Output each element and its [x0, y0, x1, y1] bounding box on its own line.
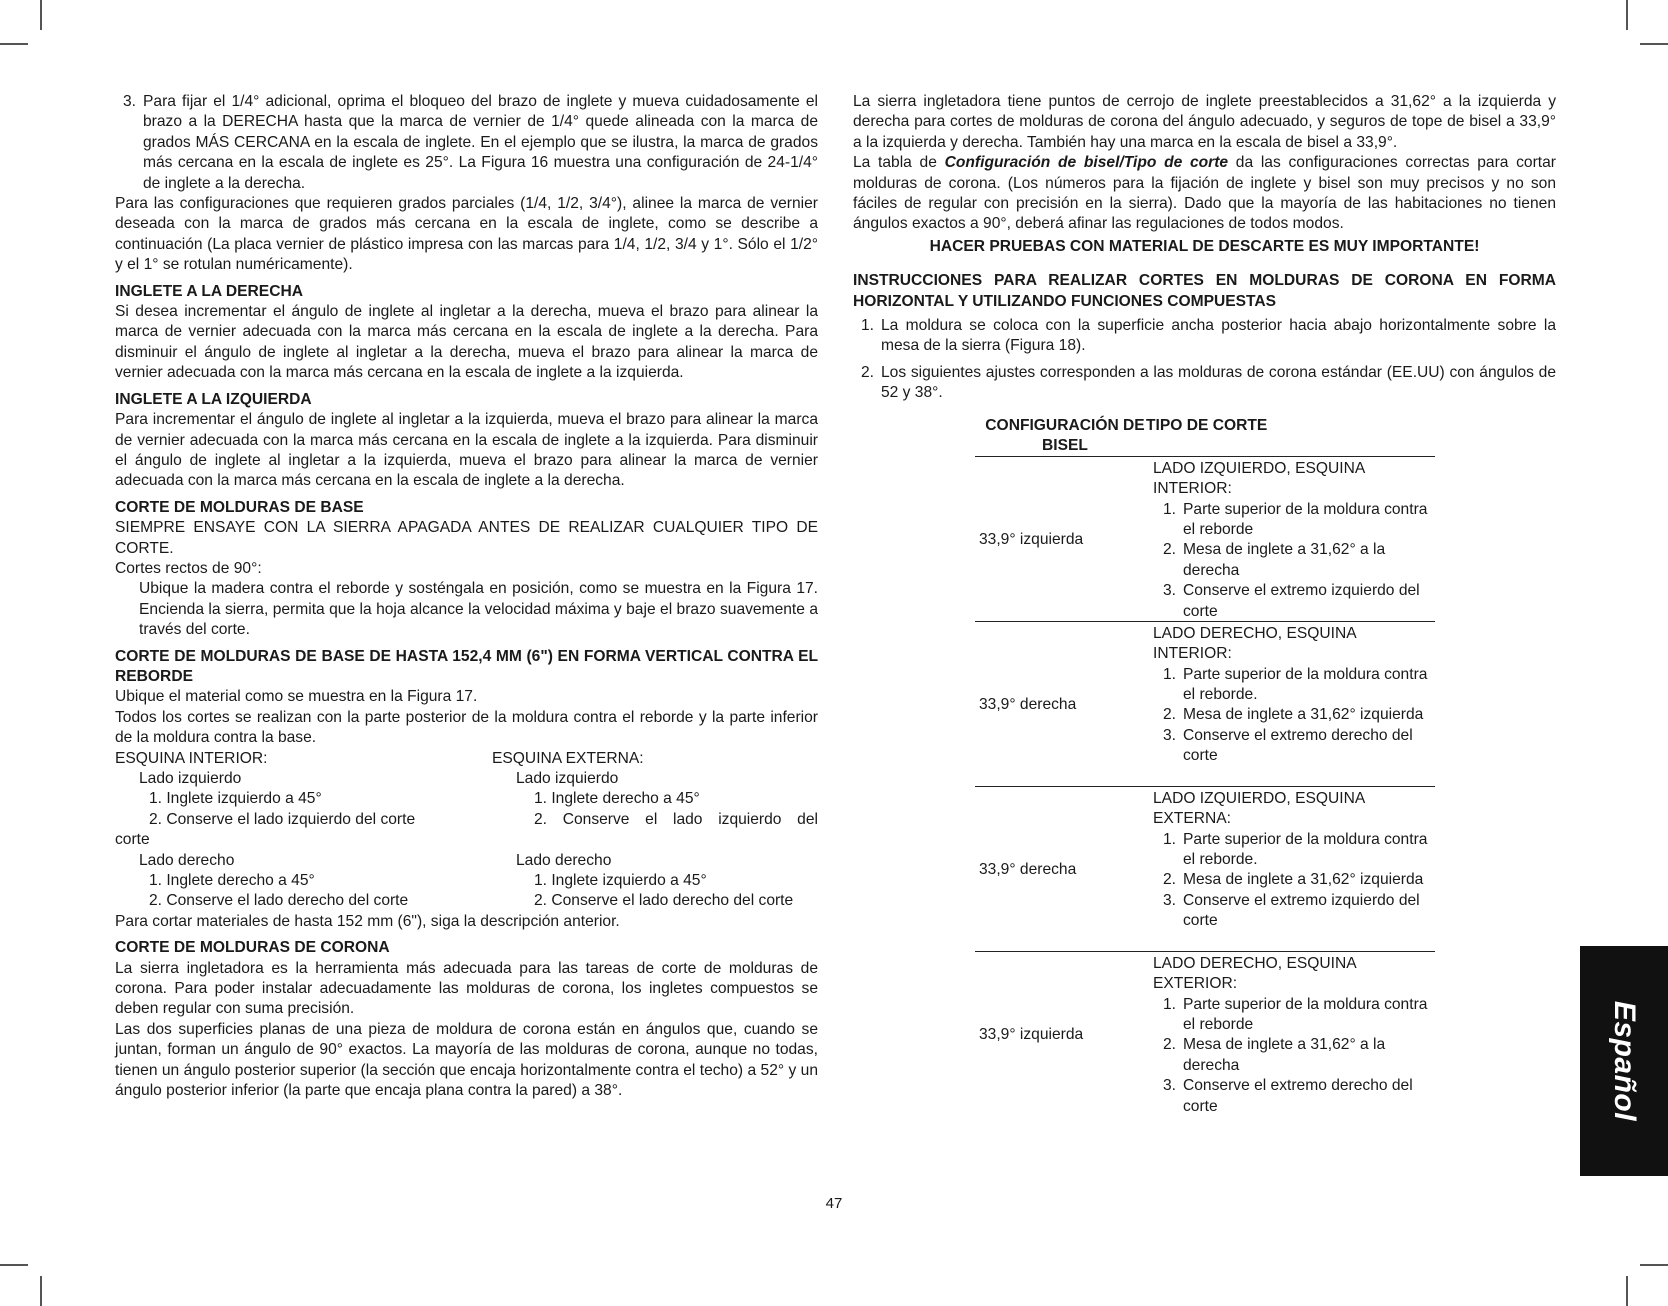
left-column [115, 92, 818, 1102]
crop-mark [0, 1264, 28, 1266]
cut-type-cell [1153, 624, 1433, 767]
crop-mark [1640, 1264, 1668, 1266]
inside-left-step-2-wrap: corte [115, 831, 150, 849]
cut-type-title: LADO IZQUIERDO, ESQUINA EXTERNA: [1153, 789, 1365, 828]
cut-step: 3. Conserve el extremo derecho del corte [1163, 1077, 1413, 1115]
cut-step: 1. Parte superior de la moldura contra el reborde. [1163, 665, 1428, 703]
cut-step: 3. Conserve el extremo izquierdo del corte [1163, 582, 1420, 620]
instruction-1 [853, 316, 1556, 357]
bevel-cut-table [975, 416, 1435, 1116]
crop-mark [1640, 43, 1668, 45]
cut-type-cell [1153, 954, 1433, 1117]
section-heading-crown-instructions: INSTRUCCIONES PARA REALIZAR CORTES EN MOLDURAS DE CORONA EN FORMA HORIZONTAL Y UTILIZANDO FUNCIONES COMPUESTAS [853, 272, 1556, 310]
up-to-152-text: Para cortar materiales de hasta 152 mm (6"), siga la descripción anterior. [115, 912, 620, 930]
straight-cuts-text: Ubique la madera contra el reborde y sosténgala en posición, como se muestra en la Figura 17. Encienda la sierra, permita que la hoja alcance la velocidad máxima y baje el brazo suavemente a través del corte. [139, 580, 818, 639]
crop-mark [1626, 0, 1628, 30]
instruction-number: 1. [861, 317, 875, 335]
cut-step: 2. Mesa de inglete a 31,62° a la derecha [1163, 1036, 1386, 1074]
miter-left-text: Para incrementar el ángulo de inglete al ingletar a la izquierda, mueva el brazo para alinear la marca de vernier adecuada con la marca más cercana en la escala de inglete a la izquierda. Para disminuir el ángulo de inglete al ingletar a la izquierda, mueva el brazo para alinear la marca de vernier adecuada con la marca más cercana en la escala de inglete a la derecha. [115, 411, 818, 490]
cut-step: 1. Parte superior de la moldura contra el reborde [1163, 995, 1428, 1033]
straight-cuts-label: Cortes rectos de 90°: [115, 559, 262, 577]
crop-mark [1626, 1276, 1628, 1306]
instruction-2 [853, 363, 1556, 404]
crown-text-1: La sierra ingletadora es la herramienta más adecuada para las tareas de corte de molduras de corona. Para poder instalar adecuadamente las molduras de corona, los ingletes compuestos se deben regular con suma precisión. [115, 959, 818, 1018]
partial-degrees-paragraph: Para las configuraciones que requieren grados parciales (1/4, 1/2, 3/4°), alinee la marca de vernier deseada con la marca de grados más cercana en la escala de inglete, como se describe a continuación (La placa vernier de plástico impresa con las marcas para 1/4, 1/2, 3/4 y 1°. Sólo el 1/2° y el 1° se rotulan numéricamente). [115, 195, 818, 274]
bevel-setting-cell: 33,9° izquierda [979, 530, 1084, 548]
table-row [975, 456, 1435, 621]
corner-instructions [115, 749, 818, 912]
section-heading-crown-molding: CORTE DE MOLDURAS DE CORONA [115, 939, 390, 957]
crown-text-2: Las dos superficies planas de una pieza de moldura de corona están en ángulos que, cuando se juntan, forman un ángulo de 90° exactos. La mayoría de las molduras de corona, aunque no todas, tienen un ángulo posterior superior (la sección que encaja horizontalmente contra el techo) a 52° y un ángulo posterior inferior (la parte que encaja plana contra la pared) a 38°. [115, 1020, 818, 1100]
outside-corner [492, 749, 818, 912]
section-heading-miter-left: INGLETE A LA IZQUIERDA [115, 390, 312, 408]
header-bevel-setting: CONFIGURACIÓN DE BISEL [985, 416, 1145, 455]
table-row [975, 951, 1435, 1116]
step-text: Para fijar el 1/4° adicional, oprima el bloqueo del brazo de inglete y mueva cuidadosamente el brazo a la DERECHA hasta que la marca de vernier de 1/4° quede alineada con la marca de grados MÁS CERCANA en la escala de inglete. En el ejemplo que se ilustra, la marca de grados más cercana en la escala de inglete es 25°. La Figura 16 muestra una configuración de 24-1/4° de inglete a la derecha. [143, 93, 818, 192]
table-row [975, 621, 1435, 786]
outside-left-side: Lado izquierdo [516, 770, 619, 787]
cut-step: 2. Mesa de inglete a 31,62° a la derecha [1163, 541, 1386, 579]
important-notice: HACER PRUEBAS CON MATERIAL DE DESCARTE ES MUY IMPORTANTE! [929, 237, 1480, 255]
instruction-text: La moldura se coloca con la superficie ancha posterior hacia abajo horizontalmente sobre la mesa de la sierra (Figura 18). [881, 317, 1556, 355]
bevel-setting-cell: 33,9° derecha [979, 860, 1077, 878]
table-intro-paragraph [853, 153, 1556, 235]
cut-step: 3. Conserve el extremo izquierdo del corte [1163, 891, 1420, 930]
instruction-text: Los siguientes ajustes corresponden a las molduras de corona estándar (EE.UU) con ángulos de 52 y 38°. [881, 363, 1556, 402]
inside-right-step-2: 2. Conserve el lado derecho del corte [149, 892, 409, 910]
language-tab-label: Español [1608, 1000, 1642, 1122]
table-row [975, 786, 1435, 951]
instruction-number: 2. [861, 363, 875, 381]
inside-left-step-1: 1. Inglete izquierdo a 45° [149, 790, 322, 808]
table-intro-pre: La tabla de [853, 154, 945, 172]
section-heading-base-molding: CORTE DE MOLDURAS DE BASE [115, 498, 364, 516]
detent-paragraph: La sierra ingletadora tiene puntos de cerrojo de inglete preestablecidos a 31,62° a la izquierda y derecha para cortes de molduras de corona del ángulo adecuado, y seguros de tope de bisel a 33,9° a la izquierda y derecha. También hay una marca en la escala de bisel a 33,9°. [853, 93, 1556, 151]
cut-step: 1. Parte superior de la moldura contra el reborde. [1163, 830, 1428, 868]
bevel-setting-cell: 33,9° izquierda [979, 1025, 1084, 1043]
table-body [975, 456, 1435, 1116]
outside-right-step-2: 2. Conserve el lado derecho del corte [534, 892, 794, 910]
step-number: 3. [123, 93, 137, 110]
inside-right-step-1: 1. Inglete derecho a 45° [149, 872, 315, 890]
cut-type-cell [1153, 789, 1433, 932]
cut-type-title: LADO DERECHO, ESQUINA INTERIOR: [1153, 624, 1356, 663]
miter-right-text: Si desea incrementar el ángulo de inglete al ingletar a la derecha, mueva el brazo para alinear la marca de vernier adecuada con la marca más cercana en la escala de inglete a la derecha. Para disminuir el ángulo de inglete al ingletar a la derecha, mueva el brazo para alinear la marca de vernier adecuada con la marca más cercana en la escala de inglete a la izquierda. [115, 303, 818, 382]
vertical-text-1: Ubique el material como se muestra en la Figura 17. [115, 688, 478, 706]
table-header [975, 416, 1435, 456]
section-heading-miter-right: INGLETE A LA DERECHA [115, 282, 303, 300]
inside-corner [115, 749, 492, 912]
table-intro-post: da las configuraciones correctas para cortar molduras de corona. (Los números para la fijación de inglete y bisel son muy precisos y no son fáciles de regular con precisión en la sierra). Dado que la mayoría de las habitaciones no tienen ángulos exactos a 90°, deberá afinar las regulaciones de todos modos. [853, 154, 1556, 233]
cut-step: 2. Mesa de inglete a 31,62° izquierda [1163, 871, 1424, 889]
step-3 [115, 92, 818, 194]
inside-left-step-2: 2. Conserve el lado izquierdo del corte [149, 810, 416, 828]
outside-left-step-2: 2. Conserve el lado izquierdo del [534, 810, 818, 828]
crop-mark [40, 1276, 42, 1306]
cut-type-title: LADO DERECHO, ESQUINA EXTERIOR: [1153, 954, 1356, 993]
cut-type-cell [1153, 459, 1433, 622]
base-warning: SIEMPRE ENSAYE CON LA SIERRA APAGADA ANTES DE REALIZAR CUALQUIER TIPO DE CORTE. [115, 519, 818, 557]
language-tab [1580, 946, 1668, 1176]
bevel-setting-cell: 33,9° derecha [979, 695, 1077, 713]
outside-right-step-1: 1. Inglete izquierdo a 45° [534, 872, 707, 890]
right-column [853, 92, 1556, 1116]
outside-left-step-1: 1. Inglete derecho a 45° [534, 790, 700, 808]
outside-right-side: Lado derecho [516, 851, 612, 869]
page-number: 47 [825, 1195, 843, 1212]
cut-step: 2. Mesa de inglete a 31,62° izquierda [1163, 706, 1424, 724]
section-heading-vertical-base: CORTE DE MOLDURAS DE BASE DE HASTA 152,4 MM (6") EN FORMA VERTICAL CONTRA EL REBORDE [115, 647, 818, 685]
inside-corner-title: ESQUINA INTERIOR: [115, 749, 268, 767]
inside-left-side: Lado izquierdo [139, 770, 242, 787]
cut-step: 1. Parte superior de la moldura contra el reborde [1163, 500, 1428, 538]
outside-corner-title: ESQUINA EXTERNA: [492, 749, 644, 767]
crop-mark [0, 43, 28, 45]
table-intro-emphasis: Configuración de bisel/Tipo de corte [944, 154, 1229, 172]
cut-step: 3. Conserve el extremo derecho del corte [1163, 726, 1413, 765]
vertical-text-2: Todos los cortes se realizan con la parte posterior de la moldura contra el reborde y la parte inferior de la moldura contra la base. [115, 708, 818, 747]
header-cut-type: TIPO DE CORTE [1146, 416, 1268, 434]
crop-mark [40, 0, 42, 30]
cut-type-title: LADO IZQUIERDO, ESQUINA INTERIOR: [1153, 459, 1365, 498]
inside-right-side: Lado derecho [139, 851, 235, 869]
